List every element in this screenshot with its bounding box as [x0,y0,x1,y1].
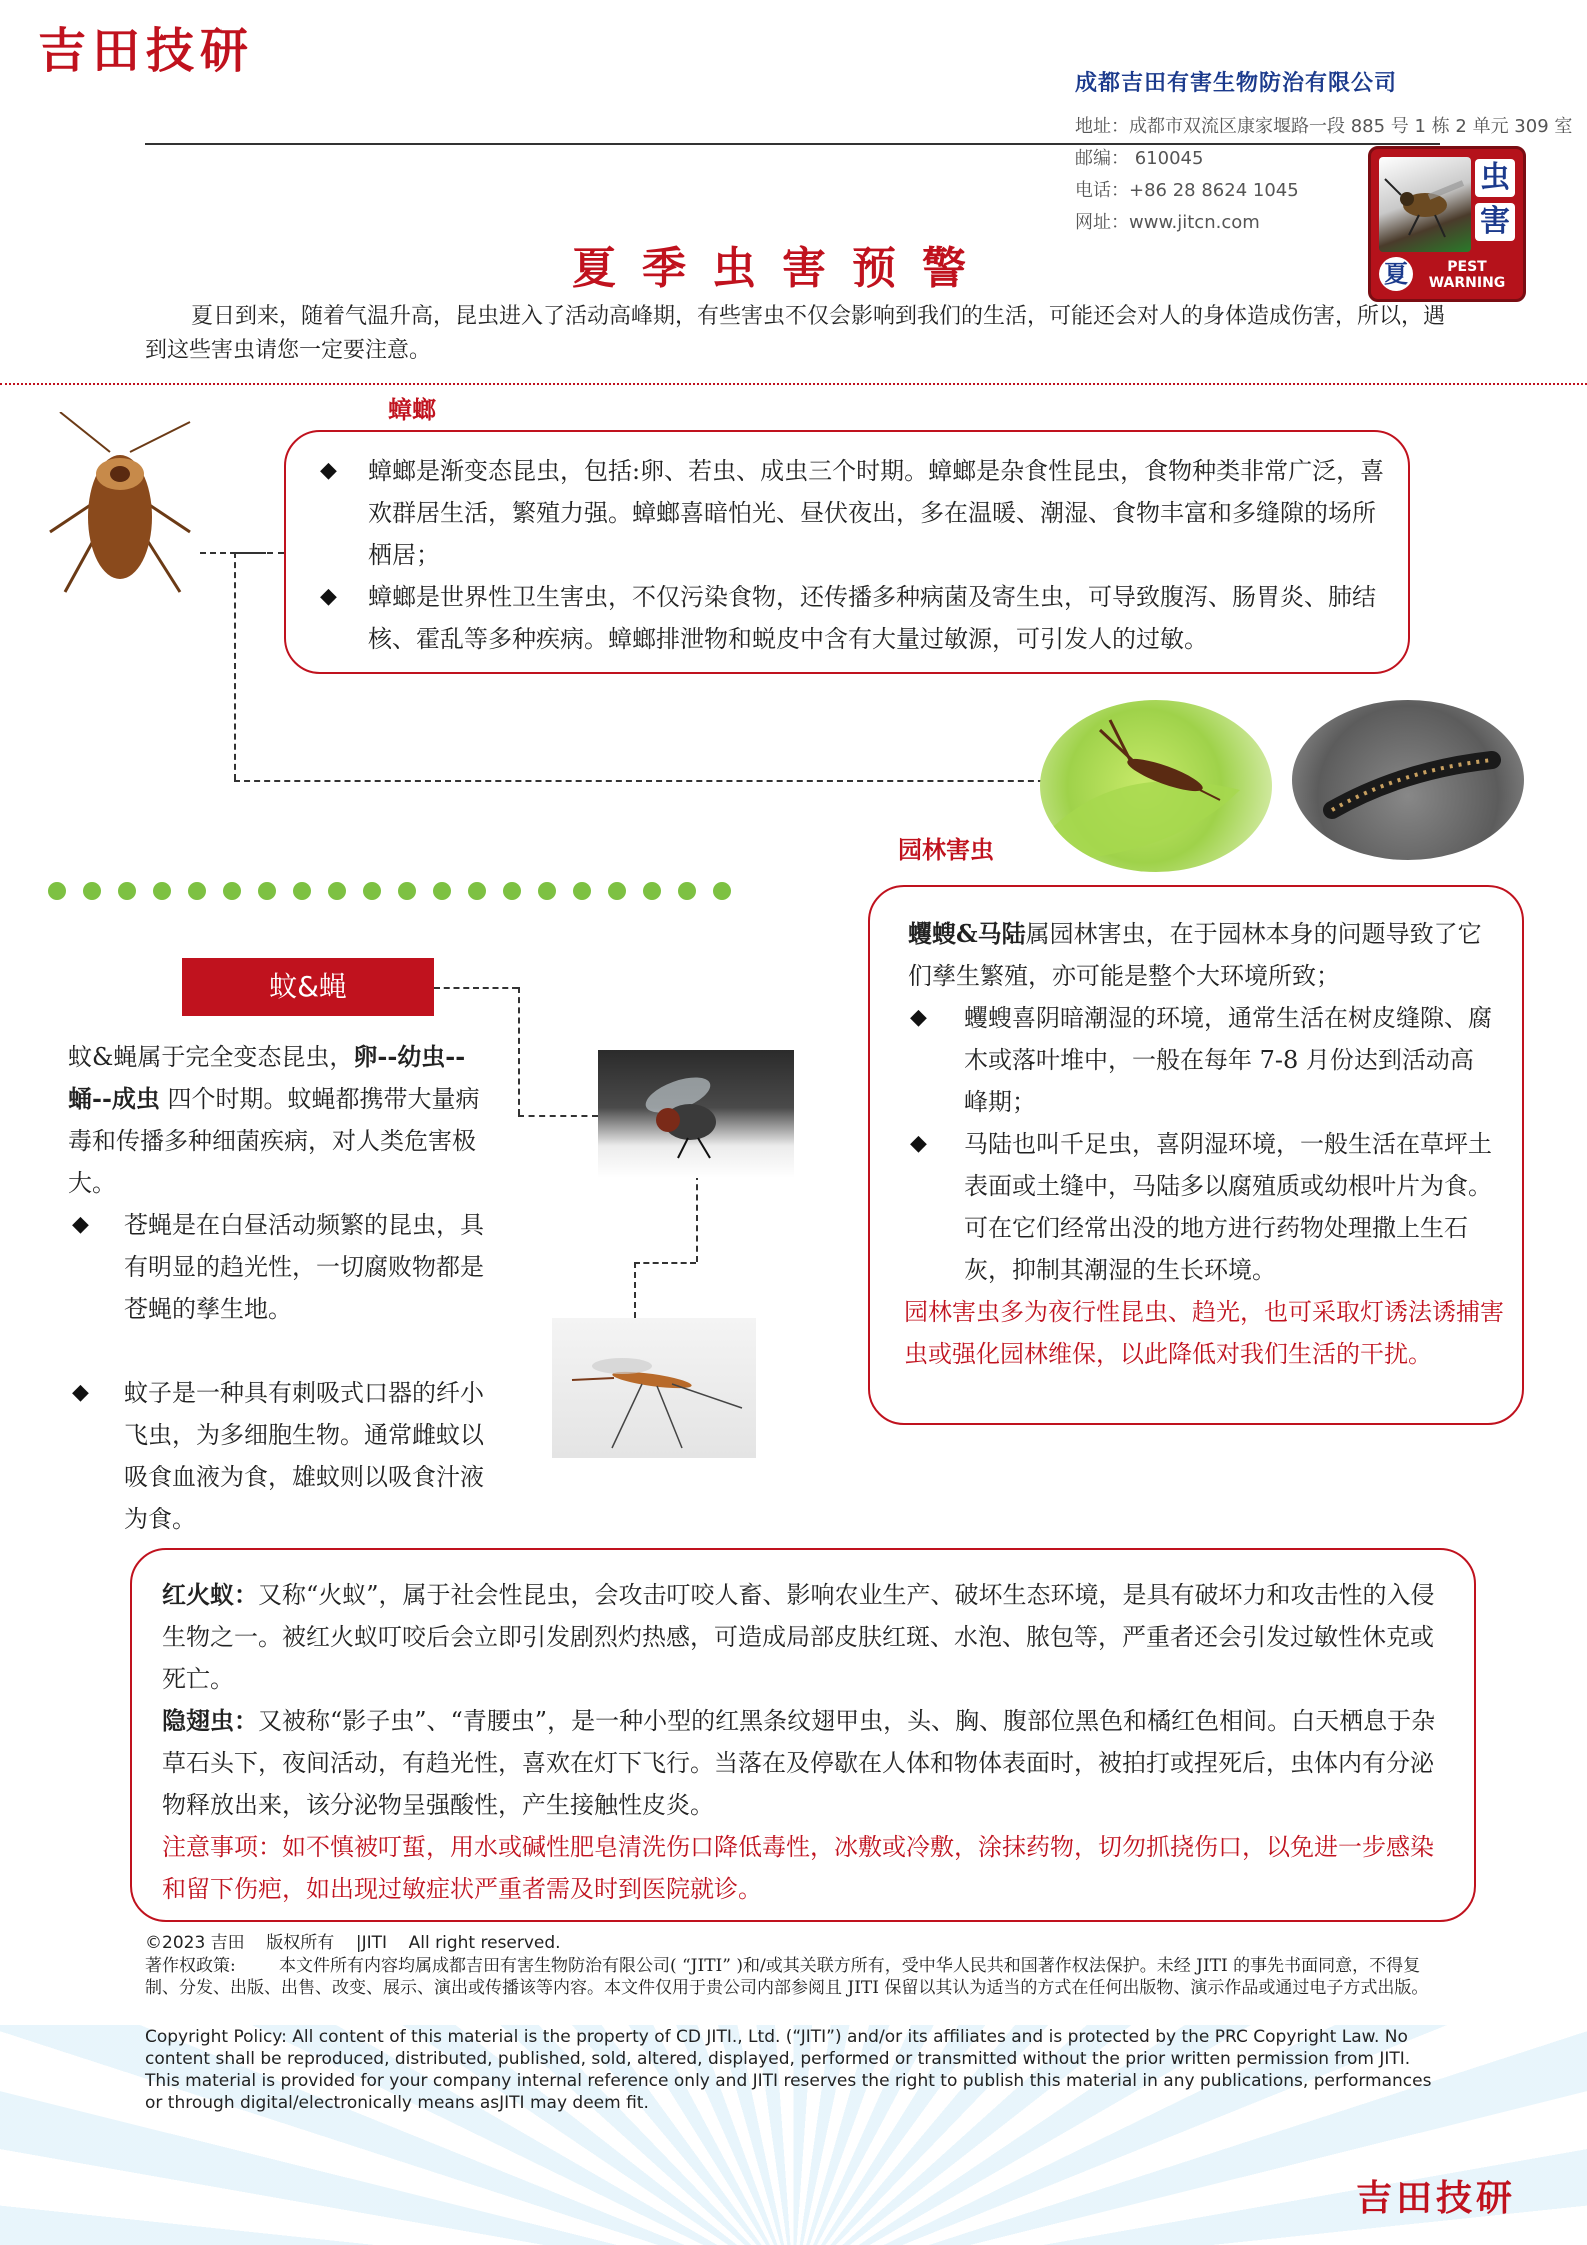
garden-box [868,885,1524,1425]
insect-icon [1379,157,1471,252]
badge-season: 夏 [1379,257,1413,291]
badge-en-1: PEST [1447,259,1487,275]
diamond-bullet-icon: ◆ [320,458,337,483]
company-phone: 电话：+86 28 8624 1045 [1075,180,1299,201]
mosquito-fly-item: ◆ 苍蝇是在白昼活动频繁的昆虫，具有明显的趋光性，一切腐败物都是苍蝇的孳生地。 [68,1204,498,1330]
garden-item: ◆ 马陆也叫千足虫，喜阴湿环境，一般生活在草坪土表面或土缝中，马陆多以腐殖质或幼根叶片为食。可在它们经常出没的地方进行药物处理撒上生石灰，抑制其潮湿的生长环境。 [908,1123,1496,1291]
mosquito-fly-intro: 蚊&蝇属于完全变态昆虫，卵--幼虫--蛹--成虫 四个时期。蚊蝇都携带大量病毒和传播多种细菌疾病，对人类危害极大。 [68,1042,480,1197]
cockroach-item: ◆ 蟑螂是渐变态昆虫，包括:卵、若虫、成虫三个时期。蟑螂是杂食性昆虫，食物种类非常广泛，喜欢群居生活，繁殖力强。蟑螂喜暗怕光、昼伏夜出，多在温暖、潮湿、食物丰富和多缝隙的场所栖居； [308,450,1388,576]
footer-logo: 吉田技研 [1356,2177,1517,2219]
badge-char-2: 害 [1475,203,1515,241]
mf-connector-v2 [696,1174,698,1262]
mf-connector-mid [518,1115,598,1117]
page-title: 夏季虫害预警 [572,243,992,294]
fly-image [598,1050,794,1178]
mosquito-fly-item: ◆ 蚊子是一种具有刺吸式口器的纤小飞虫，为多细胞生物。通常雌蚊以吸食血液为食，雄蚊则以吸食汁液为食。 [68,1372,498,1540]
rove-beetle-paragraph: 隐翅虫：又被称“影子虫”、“青腰虫”，是一种小型的红黑条纹翅甲虫，头、胸、腹部位黑色和橘红色相间。白天栖息于杂草石头下，夜间活动，有趋光性，喜欢在灯下飞行。当落在及停歇在人体和物体表面时，被拍打或捏死后，虫体内有分泌物释放出来，该分泌物呈强酸性，产生接触性皮炎。 [162,1706,1436,1819]
diamond-bullet-icon: ◆ [320,584,337,609]
section-divider [0,383,1587,385]
cockroach-connector-h2 [234,552,284,554]
diamond-bullet-icon: ◆ [72,1212,89,1237]
footer-copyright: ©2023 吉田 版权所有 |JITI All right reserved. [145,1933,561,1953]
pest-warning-badge [1368,146,1526,302]
company-name: 成都吉田有害生物防治有限公司 [1075,71,1398,96]
fire-ant-paragraph: 红火蚁：又称“火蚁”，属于社会性昆虫，会攻击叮咬人畜、影响农业生产、破坏生态环境，是具有破坏力和攻击性的入侵生物之一。被红火蚁叮咬后会立即引发剧烈灼热感，可造成局部皮肤红斑、水泡、脓包等，严重者还会引发过敏性休克或死亡。 [162,1580,1435,1693]
footer-policy-en: Copyright Policy: All content of this material is the property of CD JITI., Ltd. (“JITI”) and/or its affiliates and is protected by the PRC Copyright Law. No content shall be reproduced, distributed, published, sold, altered, displayed, performed or transmitted without the prior written permission from JITI. This material is provided for your company internal reference only and JITI reserves the right to publish this material in any publications, performances or through digital/electronically means asJITI may deem fit. [145,2027,1432,2113]
millipede-image [1292,700,1524,860]
earwig-image [1040,700,1272,872]
diamond-bullet-icon: ◆ [910,1005,927,1030]
diamond-bullet-icon: ◆ [910,1131,927,1156]
company-address: 地址：成都市双流区康家堰路一段 885 号 1 栋 2 单元 309 室 [1075,116,1573,137]
garden-lead: 蠼螋&马陆属园林害虫，在于园林本身的问题导致了它们孳生繁殖，亦可能是整个大环境所致； [908,919,1482,990]
mf-connector-low [634,1262,696,1264]
badge-char-1: 虫 [1475,159,1515,197]
company-logo: 吉田技研 [38,23,255,79]
garden-note: 园林害虫多为夜行性昆虫、趋光，也可采取灯诱法诱捕害虫或强化园林维保，以此降低对我们生活的干扰。 [904,1298,1504,1368]
green-dot-divider [48,882,731,900]
intro-paragraph: 夏日到来，随着气温升高，昆虫进入了活动高峰期，有些害虫不仅会影响到我们的生活，可能还会对人的身体造成伤害，所以，遇到这些害虫请您一定要注意。 [145,304,1446,363]
mf-connector-top [434,987,518,989]
footer-policy-cn: 著作权政策: 本文件所有内容均属成都吉田有害生物防治有限公司( “JITI” )和/或其关联方所有，受中华人民共和国著作权法保护。未经 JITI 的事先书面同意，不得复制、分发、出版、出售、改变、展示、演出或传播该等内容。本文件仅用于贵公司内部参阅且 JITI 保留以其认为适当的方式在任何出版物、演示作品或通过电子方式出版。 [145,1956,1429,1998]
badge-photo [1379,157,1471,252]
mosquito-fly-heading: 蚊&蝇 [182,958,434,1016]
garden-item: ◆ 蠼螋喜阴暗潮湿的环境，通常生活在树皮缝隙、腐木或落叶堆中，一般在每年 7-8 月份达到活动高峰期； [908,997,1496,1123]
company-website: 网址：www.jitcn.com [1075,212,1260,233]
company-postcode: 邮编： 610045 [1075,148,1204,169]
mosquito-fly-text [68,1036,498,1540]
cockroach-item: ◆ 蟑螂是世界性卫生害虫，不仅污染食物，还传播多种病菌及寄生虫，可导致腹泻、肠胃炎、肺结核、霍乱等多种疾病。蟑螂排泄物和蜕皮中含有大量过敏源，可引发人的过敏。 [308,576,1388,660]
cockroach-image [40,412,200,607]
diamond-bullet-icon: ◆ [72,1380,89,1405]
ants-beetles-box [130,1548,1476,1922]
badge-en-2: WARNING [1428,275,1506,291]
garden-heading: 园林害虫 [898,836,994,864]
cockroach-box [284,430,1410,674]
mosquito-image [552,1318,756,1458]
mf-connector-v3 [634,1262,636,1318]
cockroach-connector-bottom [234,780,1054,782]
cockroach-connector-v [234,552,236,780]
mf-connector-v1 [518,987,520,1115]
cockroach-heading: 蟑螂 [388,396,436,424]
caution-paragraph: 注意事项：如不慎被叮蜇，用水或碱性肥皂清洗伤口降低毒性，冰敷或冷敷，涂抹药物，切勿抓挠伤口，以免进一步感染和留下伤疤，如出现过敏症状严重者需及时到医院就诊。 [162,1833,1434,1903]
